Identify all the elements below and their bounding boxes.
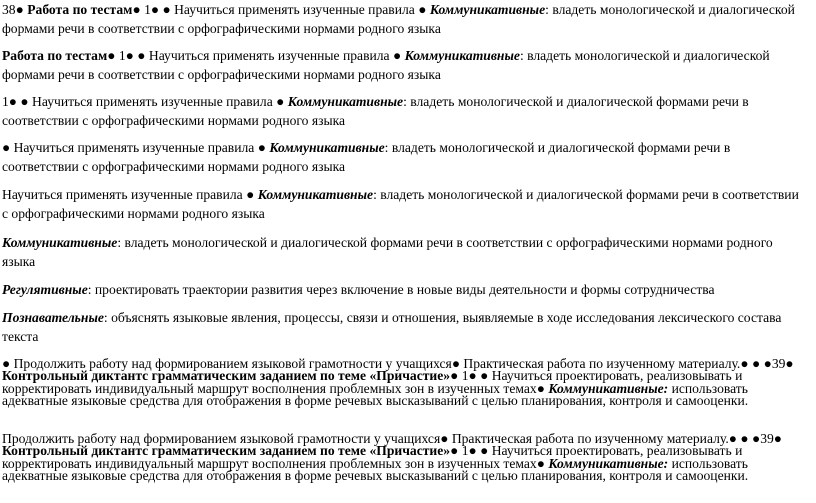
paragraph-6 <box>2 233 808 271</box>
lesson-number: 38 <box>2 2 16 17</box>
paragraph-1 <box>2 0 808 38</box>
competency-text: : проектировать траектории развития через включение в новые виды деятельности и формы сотрудничества <box>87 282 715 297</box>
practice-text: Практическая работа по изученному материалу. <box>460 356 741 371</box>
competency-text: использовать адекватные языковые средства для отображения в форме речевых высказываний с целью планирования, контроля и самооценки. <box>2 380 749 409</box>
bullet-icon: ● <box>20 94 29 109</box>
paragraph-8 <box>2 308 808 346</box>
bullet-icon: ● <box>728 431 737 446</box>
competency-text: : владеть монологической и диалогической формами речи в соответствии с орфографическими нормами родного языка <box>2 187 799 221</box>
paragraph-4 <box>2 138 808 176</box>
paragraph-5 <box>2 185 808 223</box>
hours-count: 1 <box>118 48 126 63</box>
bullet-icon: ● <box>451 356 461 371</box>
competency-text: : владеть монологической и диалогической формами речи в соответствии с орфографическими нормами родного языка <box>2 235 773 269</box>
lesson-title: Контрольный диктантс грамматическим заданием по теме «Причастие» <box>2 443 451 459</box>
bullet-icon: ● <box>276 94 285 109</box>
competency-label: Коммуникативные <box>2 235 118 250</box>
bullet-icon: ● <box>162 2 171 17</box>
lesson-title: Работа по тестам <box>2 48 108 63</box>
hours-count: 1 <box>461 368 469 384</box>
competency-label: Коммуникативные <box>404 48 520 63</box>
competency-label: Коммуникативные <box>429 2 546 17</box>
competency-text: : владеть монологической и диалогической формами речи в соответствии с орфографическими нормами родного языка <box>2 2 795 36</box>
competency-label: Познавательные <box>2 310 104 325</box>
bullet-icon: ● <box>480 443 489 459</box>
bullet-icon: ● <box>137 48 146 63</box>
bullet-icon: ● <box>2 356 11 371</box>
bullet-icon: ● <box>125 48 134 63</box>
bullet-icon: ● <box>450 443 459 459</box>
bullet-icon: ● <box>418 2 427 17</box>
lesson-number: 39 <box>771 356 786 371</box>
bullet-icon: ● <box>740 431 749 446</box>
bullet-icon: ● <box>468 443 477 459</box>
bullet-icon: ● <box>150 2 160 17</box>
bullet-icon: ● <box>2 140 11 155</box>
paragraph-3 <box>2 92 808 130</box>
bullet-icon: ● <box>440 431 449 446</box>
hours-count: 1 <box>2 94 9 109</box>
bullet-icon: ● <box>392 48 402 63</box>
goal-text: Продолжить работу над формированием языковой грамотности у учащихся <box>10 356 452 371</box>
bullet-icon: ● <box>257 140 266 155</box>
bullet-icon: ● <box>773 431 783 446</box>
goal-text: Научиться применять изученные правила <box>10 140 258 155</box>
bullet-icon: ● <box>15 2 24 17</box>
hours-count: 1 <box>461 443 469 459</box>
bullet-icon: ● <box>763 356 772 371</box>
bullet-icon: ● <box>785 356 794 371</box>
goal-text: Научиться проектировать, реализовывать и корректировать индивидуальный маршрут восполнения проблемных зон в изученных темах <box>2 368 743 396</box>
goal-text: Научиться применять изученные правила <box>170 2 419 17</box>
competency-text: использовать адекватные языковые средства для отображения в форме речевых высказываний с целью планирования, контроля и самооценки. <box>2 455 749 484</box>
bullet-icon: ● <box>536 380 545 396</box>
competency-text: : владеть монологической и диалогической формами речи в соответствии с орфографическими нормами родного языка <box>2 94 749 128</box>
competency-label: Регулятивные <box>2 282 88 297</box>
bullet-icon: ● <box>8 94 18 109</box>
bullet-icon: ● <box>751 431 761 446</box>
bullet-icon: ● <box>536 455 545 471</box>
bullet-icon: ● <box>751 356 761 371</box>
paragraph-9 <box>2 358 808 408</box>
competency-label: Коммуникативные: <box>548 380 669 396</box>
competency-label: Коммуникативные <box>287 94 404 109</box>
hours-count: 1 <box>144 2 151 17</box>
paragraph-7 <box>2 280 808 299</box>
goal-text: Научиться проектировать, реализовывать и корректировать индивидуальный маршрут восполнения проблемных зон в изученных темах <box>2 443 743 471</box>
practice-text: Практическая работа по изученному материалу. <box>448 431 729 446</box>
paragraph-2 <box>2 46 808 84</box>
paragraph-10 <box>2 433 808 483</box>
goal-text: Научиться применять изученные правила <box>2 187 247 202</box>
bullet-icon: ● <box>107 48 116 63</box>
lesson-title: Контрольный диктантс грамматическим заданием по теме «Причастие» <box>2 368 451 384</box>
bullet-icon: ● <box>132 2 141 17</box>
competency-text: : объяснять языковые явления, процессы, связи и отношения, выявляемые в ходе исследования лексического состава текста <box>2 310 782 344</box>
goal-text: Научиться применять изученные правила <box>145 48 393 63</box>
bullet-icon: ● <box>480 368 489 384</box>
goal-text: Научиться применять изученные правила <box>28 94 277 109</box>
bullet-icon: ● <box>450 368 459 384</box>
bullet-icon: ● <box>468 368 477 384</box>
goal-text: Продолжить работу над формированием языковой грамотности у учащихся <box>2 431 441 446</box>
lesson-number: 39 <box>760 431 774 446</box>
competency-label: Коммуникативные <box>257 187 374 202</box>
bullet-icon: ● <box>246 187 255 202</box>
competency-text: : владеть монологической и диалогической формами речи в соответствии с орфографическими нормами родного языка <box>2 48 770 82</box>
competency-label: Коммуникативные <box>269 140 385 155</box>
competency-text: : владеть монологической и диалогической формами речи в соответствии с орфографическими нормами родного языка <box>2 140 731 174</box>
lesson-title: Работа по тестам <box>27 2 133 17</box>
competency-label: Коммуникативные: <box>548 455 669 471</box>
bullet-icon: ● <box>740 356 749 371</box>
